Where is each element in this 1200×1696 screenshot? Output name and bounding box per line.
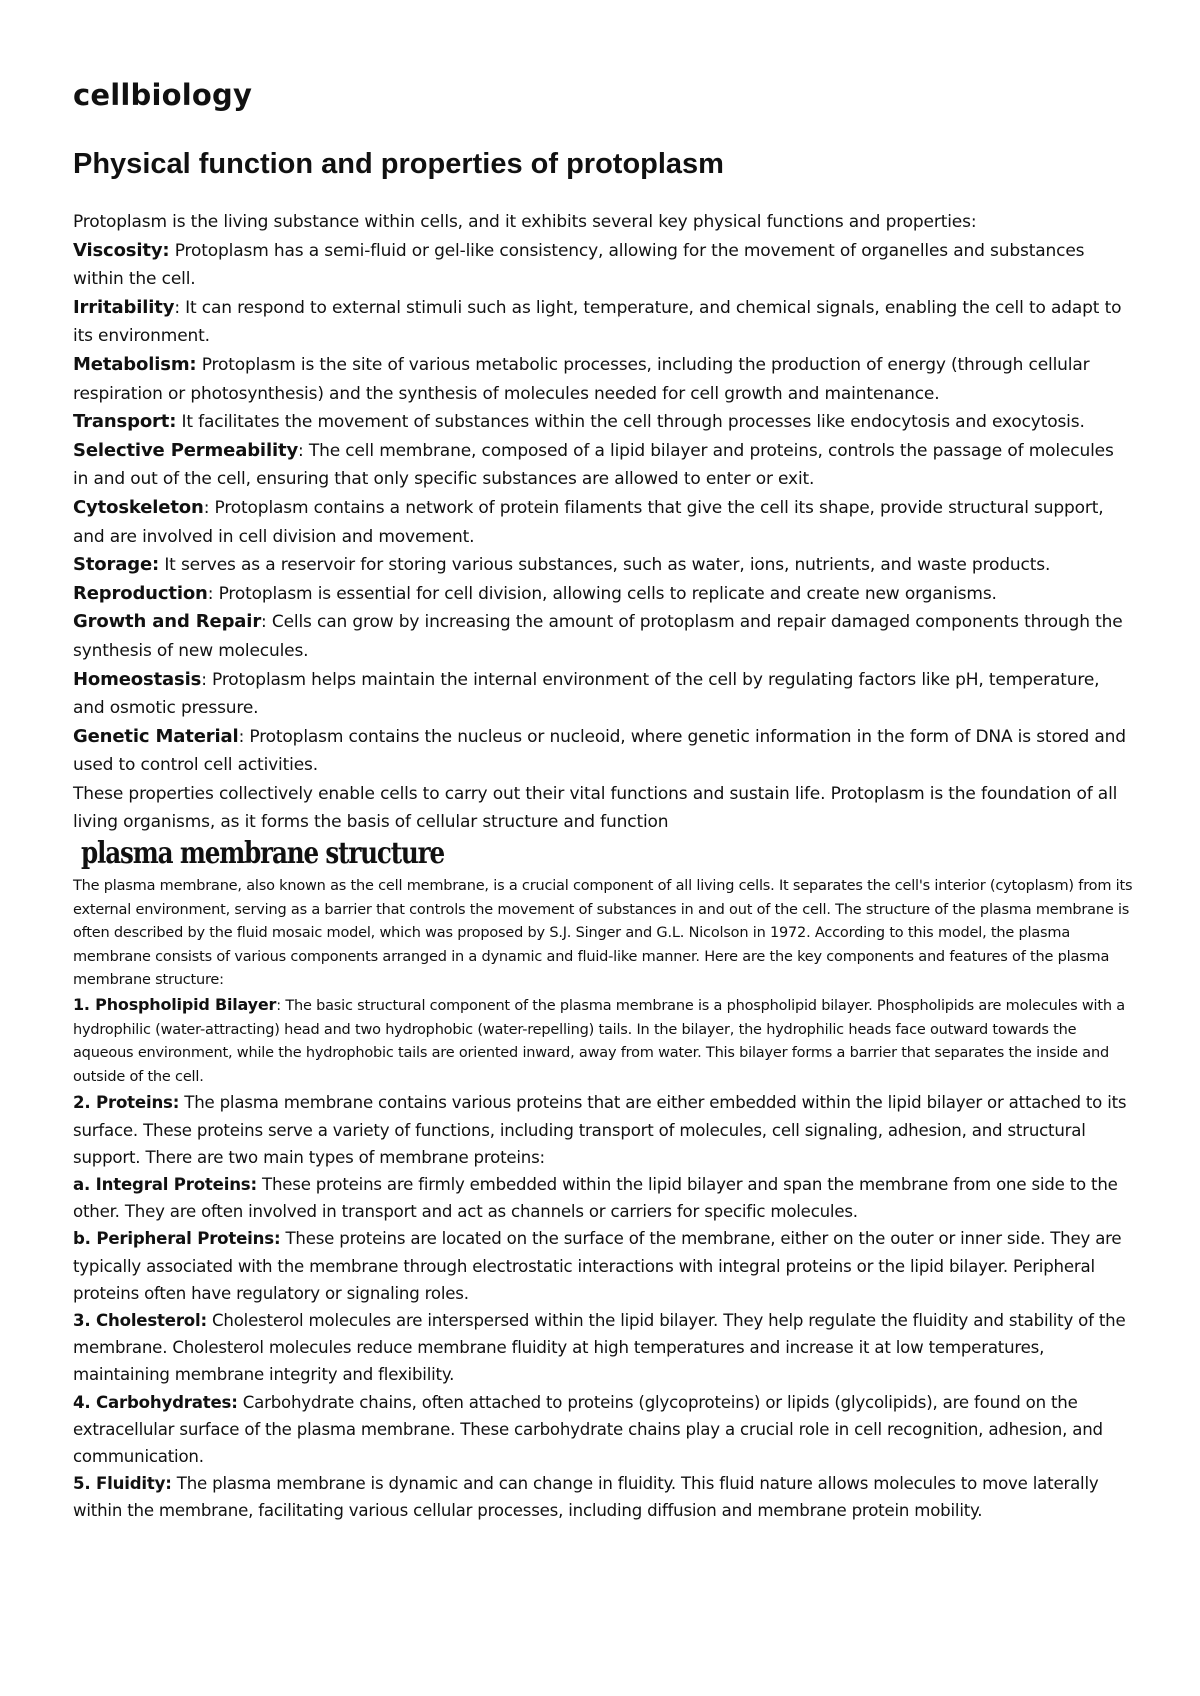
property-term: Genetic Material bbox=[73, 725, 239, 747]
protoplasm-intro: Protoplasm is the living substance within cells, and it exhibits several key physical functions and properties: bbox=[73, 212, 977, 232]
document-page bbox=[73, 76, 1133, 1525]
property-storage bbox=[73, 551, 1133, 580]
property-term: Selective Permeability bbox=[73, 439, 299, 461]
property-term: Storage: bbox=[73, 554, 160, 576]
component-text: The plasma membrane contains various proteins that are either embedded within the lipid bilayer or attached to its surface. These proteins serve a variety of functions, including transport of molecules, cell signaling, adhesion, and structural support. There are two main types of membrane proteins: bbox=[73, 1093, 1127, 1167]
property-text: : Protoplasm helps maintain the internal environment of the cell by regulating factors like pH, temperature, and osmotic pressure. bbox=[73, 669, 1100, 719]
property-term: Growth and Repair bbox=[73, 611, 262, 633]
component-cholesterol bbox=[73, 1307, 1133, 1389]
property-text: : It can respond to external stimuli such as light, temperature, and chemical signals, enabling the cell to adapt to its environment. bbox=[73, 297, 1122, 347]
component-fluidity bbox=[73, 1470, 1133, 1524]
property-text: : Protoplasm contains the nucleus or nucleoid, where genetic information in the form of DNA is stored and used to control cell activities. bbox=[73, 726, 1126, 776]
component-text: The plasma membrane is dynamic and can change in fluidity. This fluid nature allows molecules to move laterally within the membrane, facilitating various cellular processes, including diffusion and membrane protein mobility. bbox=[73, 1474, 1099, 1521]
property-term: Irritability bbox=[73, 296, 175, 318]
component-term: 3. Cholesterol: bbox=[73, 1311, 207, 1331]
property-genetic-material bbox=[73, 723, 1133, 780]
property-term: Homeostasis bbox=[73, 668, 202, 690]
protoplasm-closing: These properties collectively enable cells to carry out their vital functions and sustain life. Protoplasm is the foundation of all living organisms, as it forms the basis of cellular structure and function bbox=[73, 783, 1118, 833]
property-homeostasis bbox=[73, 666, 1133, 723]
document-title: cellbiology bbox=[73, 78, 253, 112]
component-proteins bbox=[73, 1089, 1133, 1171]
property-transport bbox=[73, 408, 1133, 437]
component-text: : The basic structural component of the plasma membrane is a phospholipid bilayer. Phospholipids are molecules with a hydrophilic (water-attracting) head and two hydrophobic (water-repelling) tails. In the bilayer, the hydrophilic heads face outward towards the aqueous environment, while the hydrophobic tails are oriented inward, away from water. This bilayer forms a barrier that separates the inside and outside of the cell. bbox=[73, 998, 1125, 1085]
property-viscosity bbox=[73, 237, 1133, 294]
component-peripheral-proteins bbox=[73, 1225, 1133, 1307]
component-integral-proteins bbox=[73, 1171, 1133, 1225]
property-term: Viscosity: bbox=[73, 239, 170, 261]
component-phospholipid-bilayer bbox=[73, 993, 1133, 1089]
section-heading-protoplasm: Physical function and properties of protoplasm bbox=[73, 148, 724, 180]
component-text: These proteins are firmly embedded within the lipid bilayer and span the membrane from one side to the other. They are often involved in transport and act as channels or carriers for specific molecules. bbox=[73, 1175, 1118, 1222]
property-cytoskeleton bbox=[73, 494, 1133, 551]
property-term: Cytoskeleton bbox=[73, 496, 204, 518]
property-text: It serves as a reservoir for storing various substances, such as water, ions, nutrients, and waste products. bbox=[159, 555, 1051, 576]
property-text: : Protoplasm contains a network of protein filaments that give the cell its shape, provide structural support, and are involved in cell division and movement. bbox=[73, 497, 1104, 547]
property-term: Reproduction bbox=[73, 582, 208, 604]
component-carbohydrates bbox=[73, 1389, 1133, 1471]
component-text: Carbohydrate chains, often attached to proteins (glycoproteins) or lipids (glycolipids), are found on the extracellular surface of the plasma membrane. These carbohydrate chains play a crucial role in cell recognition, adhesion, and communication. bbox=[73, 1392, 1103, 1467]
component-term: 1. Phospholipid Bilayer bbox=[73, 995, 277, 1015]
property-text: It facilitates the movement of substances within the cell through processes like endocytosis and exocytosis. bbox=[176, 412, 1085, 433]
component-text: Cholesterol molecules are interspersed within the lipid bilayer. They help regulate the fluidity and stability of the membrane. Cholesterol molecules reduce membrane fluidity at high temperatures and increase it at low temperatures, maintaining membrane integrity and flexibility. bbox=[73, 1311, 1126, 1385]
property-selective-permeability bbox=[73, 437, 1133, 494]
property-text: : Protoplasm is essential for cell division, allowing cells to replicate and create new organisms. bbox=[207, 583, 997, 604]
component-term: 4. Carbohydrates: bbox=[73, 1392, 238, 1412]
property-text: Protoplasm is the site of various metabolic processes, including the production of energy (through cellular respiration or photosynthesis) and the synthesis of molecules needed for cell growth and maintenance. bbox=[73, 354, 1090, 404]
plasma-membrane-intro: The plasma membrane, also known as the cell membrane, is a crucial component of all living cells. It separates the cell's interior (cytoplasm) from its external environment, serving as a barrier that controls the movement of substances in and out of the cell. The structure of the plasma membrane is often described by the fluid mosaic model, which was proposed by S.J. Singer and G.L. Nicolson in 1972. According to this model, the plasma membrane consists of various components arranged in a dynamic and fluid-like manner. Here are the key components and features of the plasma membrane structure: bbox=[73, 878, 1133, 989]
component-term: b. Peripheral Proteins: bbox=[73, 1229, 281, 1249]
section-heading-plasma-membrane: plasma membrane structure bbox=[81, 836, 444, 872]
component-term: 5. Fluidity: bbox=[73, 1474, 172, 1494]
component-text: These proteins are located on the surface of the membrane, either on the outer or inner side. They are typically associated with the membrane through electrostatic interactions with integral proteins or the lipid bilayer. Peripheral proteins often have regulatory or signaling roles. bbox=[73, 1229, 1122, 1303]
property-term: Metabolism: bbox=[73, 353, 197, 375]
property-growth-repair bbox=[73, 608, 1133, 665]
property-text: Protoplasm has a semi-fluid or gel-like consistency, allowing for the movement of organelles and substances within the cell. bbox=[73, 240, 1085, 290]
property-reproduction bbox=[73, 580, 1133, 609]
property-metabolism bbox=[73, 351, 1133, 408]
property-irritability bbox=[73, 294, 1133, 351]
property-text: : Cells can grow by increasing the amount of protoplasm and repair damaged components through the synthesis of new molecules. bbox=[73, 612, 1123, 661]
component-term: 2. Proteins: bbox=[73, 1093, 180, 1113]
property-text: : The cell membrane, composed of a lipid bilayer and proteins, controls the passage of molecules in and out of the cell, ensuring that only specific substances are allowed to enter or exit. bbox=[73, 440, 1114, 490]
property-term: Transport: bbox=[73, 411, 177, 433]
component-term: a. Integral Proteins: bbox=[73, 1175, 257, 1195]
